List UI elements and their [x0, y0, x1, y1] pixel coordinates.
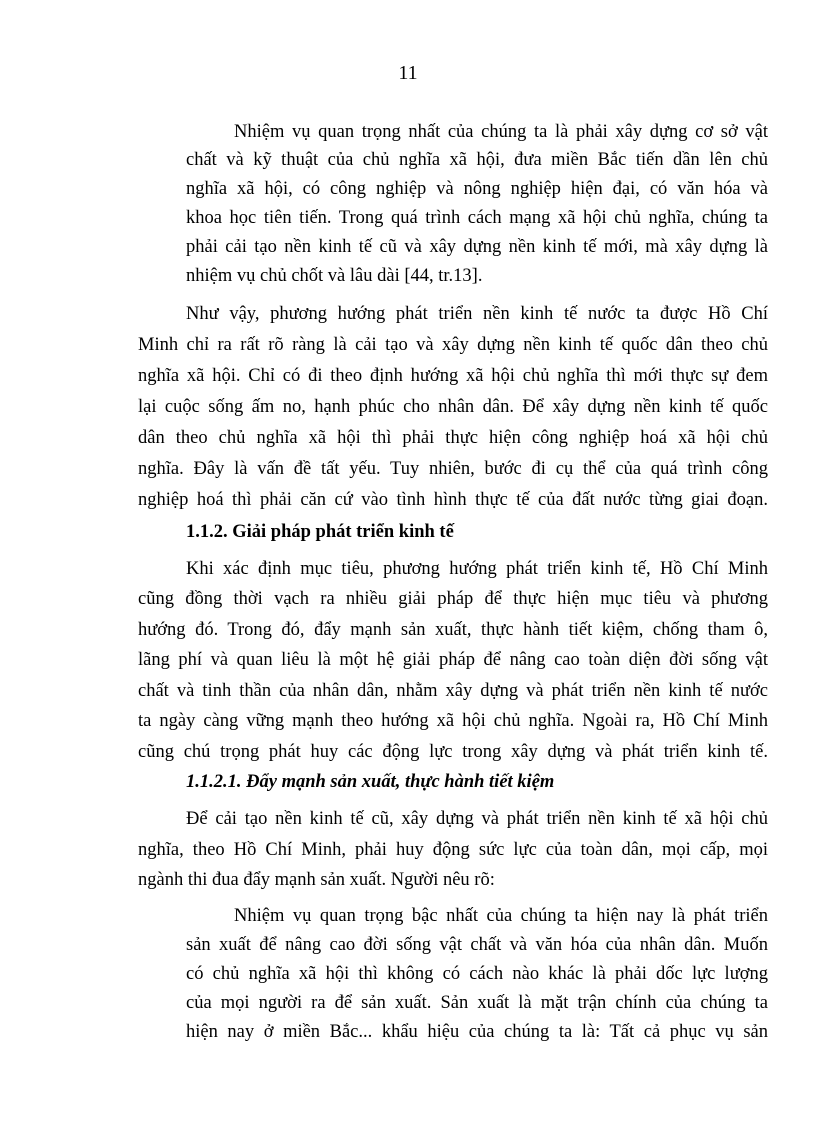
- paragraph-line: hướng đó. Trong đó, đẩy mạnh sản xuất, thực hành tiết kiệm, chống tham ô,: [138, 620, 768, 640]
- paragraph-line: lại cuộc sống ấm no, hạnh phúc cho nhân dân. Để xây dựng nền kinh tế quốc: [138, 397, 768, 417]
- quote-line: khoa học tiên tiến. Trong quá trình cách mạng xã hội chủ nghĩa, chúng ta: [186, 208, 768, 228]
- paragraph-line: ngành thi đua đẩy mạnh sản xuất. Người nêu rõ:: [138, 870, 495, 890]
- paragraph-line: nghĩa xã hội. Chỉ có đi theo định hướng xã hội chủ nghĩa thì mới thực sự đem: [138, 366, 768, 386]
- paragraph-line: nghiệp hoá thì phải căn cứ vào tình hình thực tế của đất nước từng giai đoạn.: [138, 490, 768, 510]
- paragraph-line: dân theo chủ nghĩa xã hội thì phải thực hiện công nghiệp hoá xã hội chủ: [138, 428, 768, 448]
- quote-line: sản xuất để nâng cao đời sống vật chất và văn hóa của nhân dân. Muốn: [186, 935, 768, 955]
- quote-line: của mọi người ra để sản xuất. Sản xuất là mặt trận chính của chúng ta: [186, 993, 768, 1013]
- quote-line: có chủ nghĩa xã hội thì không có cách nào khác là phải dốc lực lượng: [186, 964, 768, 984]
- paragraph-line: Như vậy, phương hướng phát triển nền kinh tế nước ta được Hồ Chí: [186, 304, 768, 324]
- quote-line: Nhiệm vụ quan trọng nhất của chúng ta là phải xây dựng cơ sở vật: [234, 122, 768, 142]
- paragraph-line: Khi xác định mục tiêu, phương hướng phát triển kinh tế, Hồ Chí Minh: [186, 559, 768, 579]
- paragraph-line: cũng đồng thời vạch ra nhiều giải pháp để thực hiện mục tiêu và phương: [138, 589, 768, 609]
- page-number: 11: [398, 62, 418, 84]
- quote-line: nghĩa xã hội, có công nghiệp và nông nghiệp hiện đại, có văn hóa và: [186, 179, 768, 199]
- paragraph-line: Để cải tạo nền kinh tế cũ, xây dựng và phát triển nền kinh tế xã hội chủ: [186, 809, 768, 829]
- quote-line: Nhiệm vụ quan trọng bậc nhất của chúng ta hiện nay là phát triển: [234, 906, 768, 926]
- subsection-heading: 1.1.2.1. Đẩy mạnh sản xuất, thực hành tiết kiệm: [186, 772, 555, 792]
- paragraph-line: nghĩa. Đây là vấn đề tất yếu. Tuy nhiên, bước đi cụ thể của quá trình công: [138, 459, 768, 479]
- paragraph-line: cũng chú trọng phát huy các động lực trong xây dựng và phát triển kinh tế.: [138, 742, 768, 762]
- paragraph-line: nghĩa, theo Hồ Chí Minh, phải huy động sức lực của toàn dân, mọi cấp, mọi: [138, 840, 768, 860]
- quote-line: chất và kỹ thuật của chủ nghĩa xã hội, đưa miền Bắc tiến dần lên chủ: [186, 150, 768, 170]
- paragraph-line: Minh chỉ ra rất rõ ràng là cải tạo và xây dựng nền kinh tế quốc dân theo chủ: [138, 335, 768, 355]
- quote-line: hiện nay ở miền Bắc... khẩu hiệu của chúng ta là: Tất cả phục vụ sản: [186, 1022, 768, 1042]
- quote-line: phải cải tạo nền kinh tế cũ và xây dựng nền kinh tế mới, mà xây dựng là: [186, 237, 768, 257]
- paragraph-line: ta ngày càng vững mạnh theo hướng xã hội chủ nghĩa. Ngoài ra, Hồ Chí Minh: [138, 711, 768, 731]
- section-heading: 1.1.2. Giải pháp phát triển kinh tế: [186, 522, 454, 542]
- paragraph-line: lãng phí và quan liêu là một hệ giải pháp để nâng cao toàn diện đời sống vật: [138, 650, 768, 670]
- paragraph-line: chất và tinh thần của nhân dân, nhằm xây dựng và phát triển nền kinh tế nước: [138, 681, 768, 701]
- quote-line: nhiệm vụ chủ chốt và lâu dài [44, tr.13].: [186, 266, 483, 286]
